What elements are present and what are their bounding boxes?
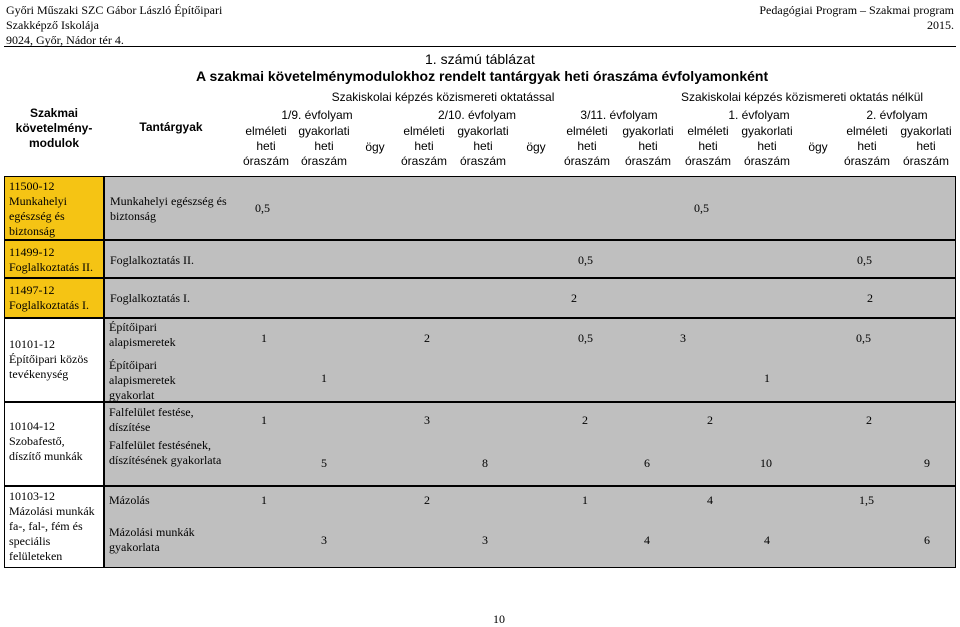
- table-number: 1. számú táblázat: [425, 51, 535, 67]
- hours-value: 2: [866, 413, 872, 427]
- col-header-modules: [4, 90, 104, 176]
- hours-value: 4: [764, 533, 770, 547]
- page-number: 10: [493, 612, 505, 626]
- table-row: [104, 516, 956, 568]
- subject-name: Mázolási munkák gyakorlata: [109, 525, 195, 554]
- year-header-4: 1. évfolyam: [728, 108, 790, 122]
- col-header-subjects-text: Tantárgyak: [139, 120, 203, 134]
- subject-name: Munkahelyi egészség és biztonság: [110, 194, 227, 223]
- subheader-practice-1: gyakorlati heti óraszám: [298, 124, 350, 168]
- subheader-theory-3: elméleti heti óraszám: [563, 124, 610, 168]
- subheader-practice-5: gyakorlati heti óraszám: [900, 124, 952, 168]
- hours-value: 0,5: [857, 253, 872, 267]
- header-program-line-1: Pedagógiai Program – Szakmai program: [759, 3, 954, 17]
- subject-name: Építőipari alapismeretek: [109, 320, 176, 349]
- subject-name: Foglalkoztatás II.: [110, 253, 194, 267]
- hours-value: 3: [321, 533, 327, 547]
- module-cell: 11499-12 Foglalkoztatás II.: [4, 240, 104, 278]
- hours-value: 2: [582, 413, 588, 427]
- subject-name: Falfelület festésének, díszítésének gyakorlata: [109, 438, 222, 467]
- module-cell: 10104-12 Szobafestő, díszítő munkák: [4, 402, 104, 486]
- table-row: [104, 402, 956, 438]
- col-header-group-1: Szakiskolai képzés közismereti oktatással: [331, 90, 555, 104]
- header-program-info: [759, 3, 954, 33]
- hours-value: 6: [644, 456, 650, 470]
- hours-value: 1: [321, 371, 327, 385]
- subject-name: Foglalkoztatás I.: [110, 291, 190, 305]
- year-header-3: 3/11. évfolyam: [580, 108, 658, 122]
- hours-value: 0,5: [578, 331, 593, 345]
- module-cell: 10101-12 Építőipari közös tevékenység: [4, 318, 104, 402]
- hours-value: 2: [424, 331, 430, 345]
- table-row: [104, 318, 956, 360]
- hours-value: 2: [424, 493, 430, 507]
- module-cell: 11497-12 Foglalkoztatás I.: [4, 278, 104, 318]
- hours-value: 1: [261, 331, 267, 345]
- hours-value: 3: [680, 331, 686, 345]
- hours-value: 1: [261, 493, 267, 507]
- hours-value: 4: [644, 533, 650, 547]
- year-header-5: 2. évfolyam: [866, 108, 928, 122]
- table-row: [104, 176, 956, 240]
- subheader-ogy-4: ögy: [808, 140, 828, 154]
- hours-value: 5: [321, 456, 327, 470]
- hours-value: 2: [707, 413, 713, 427]
- hours-value: 8: [482, 456, 488, 470]
- year-header-2: 2/10. évfolyam: [437, 108, 517, 122]
- table-row: [104, 240, 956, 278]
- hours-value: 1: [582, 493, 588, 507]
- subject-name: Falfelület festése, díszítése: [109, 405, 194, 434]
- hours-value: 6: [924, 533, 930, 547]
- subheader-theory-1: elméleti heti óraszám: [242, 124, 289, 168]
- subheader-practice-4: gyakorlati heti óraszám: [741, 124, 793, 168]
- subheader-theory-5: elméleti heti óraszám: [843, 124, 890, 168]
- col-header-group-2: Szakiskolai képzés közismereti oktatás nélkül: [680, 90, 924, 104]
- header-program-line-2: 2015.: [927, 18, 954, 32]
- col-header-subjects: [104, 90, 238, 176]
- subject-name: Építőipari alapismeretek gyakorlat: [109, 358, 176, 402]
- hours-value: 1,5: [859, 493, 874, 507]
- hours-value: 0,5: [694, 201, 709, 215]
- hours-value: 1: [764, 371, 770, 385]
- subheader-theory-4: elméleti heti óraszám: [684, 124, 731, 168]
- subheader-practice-3: gyakorlati heti óraszám: [622, 124, 674, 168]
- hours-value: 3: [482, 533, 488, 547]
- hours-value: 1: [261, 413, 267, 427]
- hours-value: 2: [867, 291, 873, 305]
- header-school-line-2: Szakképző Iskolája: [6, 18, 99, 32]
- table-title: A szakmai követelménymodulokhoz rendelt tantárgyak heti óraszáma évfolyamonként: [196, 68, 769, 84]
- header-divider: [4, 46, 956, 47]
- hours-value: 4: [707, 493, 713, 507]
- hours-value: 10: [760, 456, 772, 470]
- table-row: [104, 486, 956, 516]
- table-row: [104, 278, 956, 318]
- table-row: [104, 358, 956, 402]
- subheader-ogy-1: ögy: [365, 140, 385, 154]
- table-row: [104, 436, 956, 486]
- subheader-ogy-2: ögy: [526, 140, 546, 154]
- header-school-info: [6, 3, 222, 48]
- subheader-theory-2: elméleti heti óraszám: [400, 124, 447, 168]
- hours-value: 3: [424, 413, 430, 427]
- hours-value: 9: [924, 456, 930, 470]
- hours-value: 2: [571, 291, 577, 305]
- hours-value: 0,5: [856, 331, 871, 345]
- hours-value: 0,5: [255, 201, 270, 215]
- header-school-line-3: 9024, Győr, Nádor tér 4.: [6, 33, 124, 47]
- col-header-modules-text: Szakmai követelmény-modulok: [15, 106, 93, 150]
- year-header-1: 1/9. évfolyam: [281, 108, 353, 122]
- hours-value: 0,5: [578, 253, 593, 267]
- module-cell: 10103-12 Mázolási munkák fa-, fal-, fém és speciális felületeken: [4, 486, 104, 568]
- subheader-practice-2: gyakorlati heti óraszám: [457, 124, 509, 168]
- subject-name: Mázolás: [109, 493, 150, 507]
- module-cell: 11500-12 Munkahelyi egészség és biztonság: [4, 176, 104, 240]
- header-school-line-1: Győri Műszaki SZC Gábor László Építőipari: [6, 3, 223, 17]
